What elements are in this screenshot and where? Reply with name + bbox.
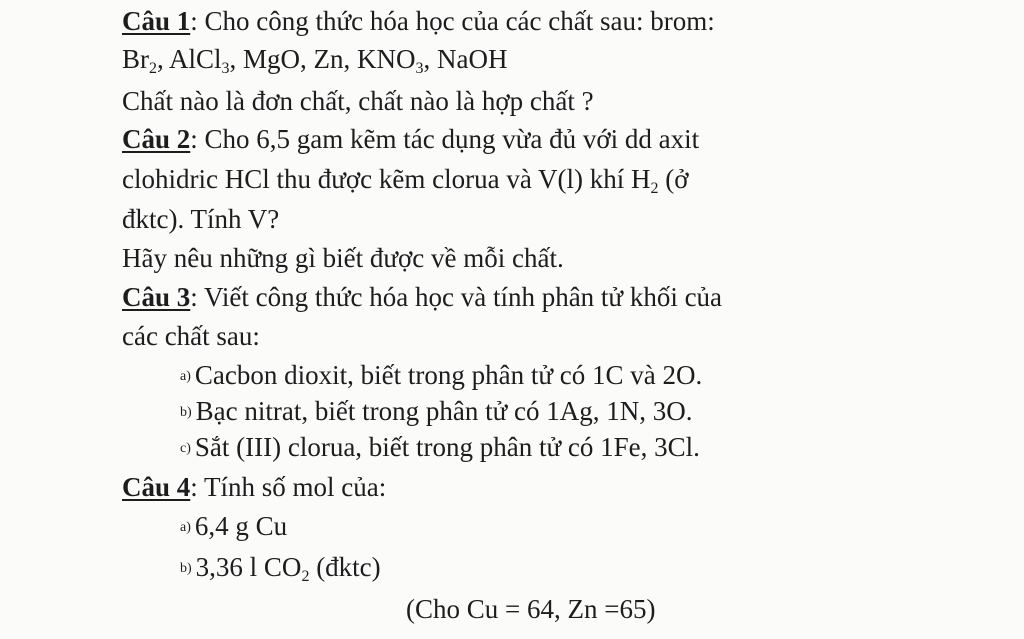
q2-h2-sub: 2 [650, 180, 659, 197]
q2-text1: : Cho 6,5 gam kẽm tác dụng vừa đủ với dd axit [190, 124, 700, 154]
q4-text: : Tính số mol của: [190, 472, 387, 502]
q1-formula-line [122, 44, 508, 77]
q4-item-a-marker: a) [180, 519, 191, 535]
q1-question: Chất nào là đơn chất, chất nào là hợp chất ? [122, 86, 594, 116]
q2-line-2 [122, 164, 689, 197]
q2-line-1 [122, 126, 699, 153]
q3-item-a-text: Cacbon dioxit, biết trong phân tử có 1C và 2O. [194, 360, 703, 390]
q4-item-a-text: 6,4 g Cu [194, 511, 288, 541]
q3-line-1 [122, 284, 722, 311]
q4-note: (Cho Cu = 64, Zn =65) [406, 594, 656, 624]
q1-line-1 [122, 8, 715, 35]
formula-rest1: , MgO, Zn, KNO [229, 44, 416, 74]
q3-item-a [180, 362, 702, 389]
q1-text: : Cho công thức hóa học của các chất sau: brom: [190, 6, 715, 36]
formula-alcl-sub: 3 [221, 60, 230, 77]
q3-item-b-marker: b) [180, 404, 192, 420]
q4-item-b-sub: 2 [301, 568, 310, 585]
q3-item-b [180, 398, 692, 425]
formula-br: Br [122, 44, 149, 74]
q3-item-b-text: Bạc nitrat, biết trong phân tử có 1Ag, 1N, 3O. [195, 396, 693, 426]
formula-rest2: , NaOH [423, 44, 508, 74]
q2-text2b: (ở [658, 164, 689, 194]
q4-item-b [180, 552, 381, 585]
q3-item-c [180, 434, 700, 461]
formula-kno-sub: 3 [415, 60, 424, 77]
q3-item-c-text: Sắt (III) clorua, biết trong phân tử có 1Fe, 3Cl. [194, 432, 700, 462]
formula-br-sub: 2 [149, 60, 157, 77]
q4-item-a [180, 513, 287, 540]
q3-label: Câu 3 [122, 282, 191, 312]
q2-line-3: đktc). Tính V? [122, 204, 280, 234]
formula-alcl: , AlCl [157, 44, 222, 74]
q4-item-b-marker: b) [180, 560, 192, 576]
q2-text2a: clohidric HCl thu được kẽm clorua và V(l) khí H [122, 164, 651, 194]
q3-item-a-marker: a) [180, 368, 191, 384]
q2-line-4: Hãy nêu những gì biết được về mỗi chất. [122, 243, 564, 273]
q3-line-2: các chất sau: [122, 321, 260, 351]
q4-item-b-post: (đktc) [309, 552, 381, 582]
q3-text1: : Viết công thức hóa học và tính phân tử khối của [190, 282, 723, 312]
q1-label: Câu 1 [122, 6, 191, 36]
q2-label: Câu 2 [122, 124, 191, 154]
q4-line-1 [122, 474, 386, 501]
q4-item-b-pre: 3,36 l CO [195, 552, 302, 582]
q4-label: Câu 4 [122, 472, 191, 502]
q3-item-c-marker: c) [180, 440, 191, 456]
